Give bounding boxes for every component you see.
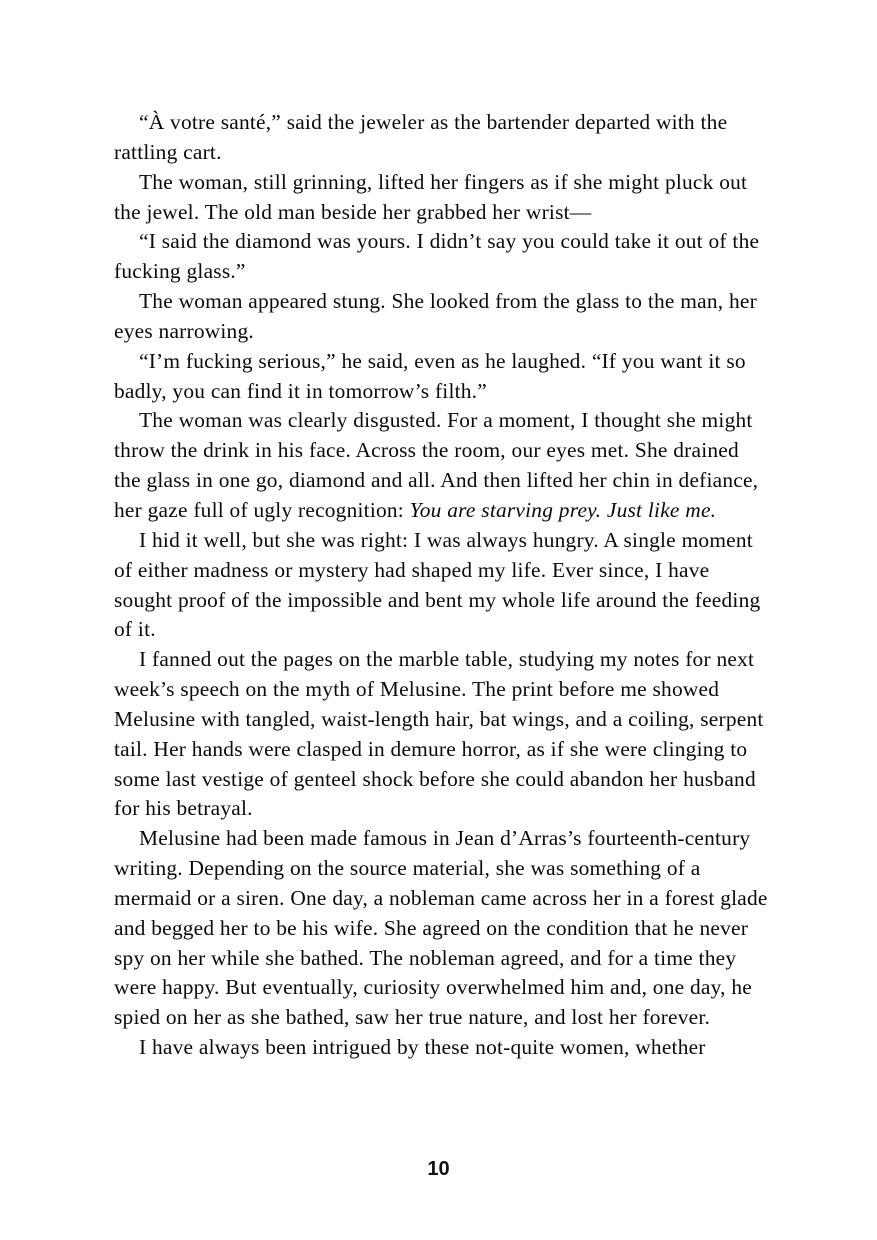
paragraph-6-lead: The woman was clearly disgusted. For a moment, I thought she might throw the drink in his face. Across the room, our eyes met. She drained the glass in one go, diamond and all. And then lifted her chin in defiance, her gaze full of ugly recognition: — [114, 408, 759, 522]
paragraph-6-italic-inner-voice: You are starving prey. Just like me. — [409, 497, 717, 522]
paragraph-1: “À votre santé,” said the jeweler as the bartender departed with the rattling cart. — [114, 110, 728, 164]
paragraph-4: The woman appeared stung. She looked from the glass to the man, her eyes narrowing. — [114, 289, 757, 343]
paragraph-7: I hid it well, but she was right: I was always hungry. A single moment of either madness or mystery had shaped my life. Ever since, I have sought proof of the impossible and bent my whole life around the feeding of it. — [114, 527, 761, 642]
body-text-block — [114, 108, 770, 1063]
paragraph-3: “I said the diamond was yours. I didn’t say you could take it out of the fucking glass.” — [114, 229, 760, 284]
paragraph-5: “I’m fucking serious,” he said, even as he laughed. “If you want it so badly, you can find it in tomorrow’s filth.” — [114, 348, 746, 403]
paragraph-8: I fanned out the pages on the marble table, studying my notes for next week’s speech on the myth of Melusine. The print before me showed Melusine with tangled, waist-length hair, bat wings, and a coiling, serpent tail. Her hands were clasped in demure horror, as if she were clinging to some last vestige of genteel shock before she could abandon her husband for his betrayal. — [114, 647, 764, 821]
paragraph-10: I have always been intrigued by these not-quite women, whether — [139, 1035, 706, 1060]
paragraph-2: The woman, still grinning, lifted her fingers as if she might pluck out the jewel. The old man beside her grabbed her wrist— — [114, 169, 748, 224]
page-number-folio: 10 — [427, 1158, 450, 1180]
paragraph-9: Melusine had been made famous in Jean d’Arras’s fourteenth-century writing. Depending on the source material, she was something of a mermaid or a siren. One day, a nobleman came across her in a forest glade and begged her to be his wife. She agreed on the condition that he never spy on her while she bathed. The nobleman agreed, and for a time they were happy. But eventually, curiosity overwhelmed him and, one day, he spied on her as she bathed, saw her true nature, and lost her forever. — [114, 826, 768, 1030]
paragraph-6 — [114, 406, 770, 525]
